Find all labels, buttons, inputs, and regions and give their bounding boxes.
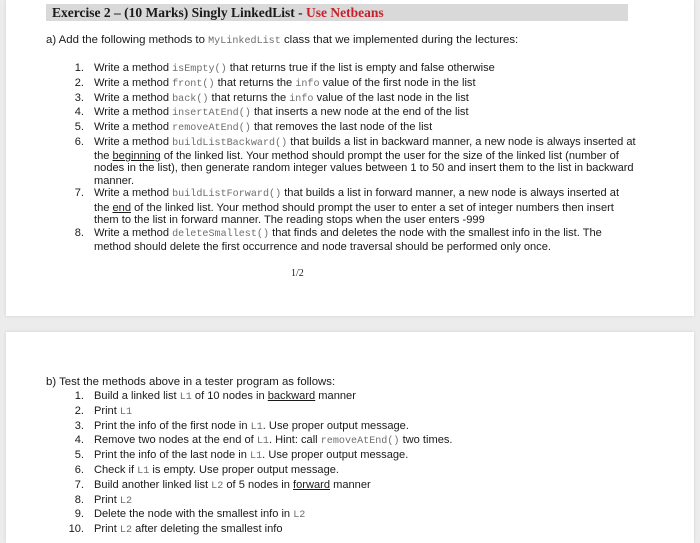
item-text: value of the last node in the list — [313, 91, 469, 104]
method-item — [64, 136, 636, 187]
list-number: 6. — [74, 463, 84, 476]
list-number: 4. — [74, 106, 84, 119]
list-number: 4. — [74, 434, 84, 447]
code-identifier: L1 — [179, 392, 192, 403]
tester-step — [64, 523, 636, 537]
code-identifier: L2 — [211, 480, 224, 492]
list-number: 10. — [68, 523, 84, 536]
list-number: 8. — [74, 226, 84, 239]
tester-step — [64, 508, 636, 522]
code-identifier: L1 — [256, 436, 269, 448]
underlined-term: backward — [267, 390, 316, 402]
item-text: Write a method — [94, 106, 173, 119]
tester-step — [64, 494, 636, 508]
page-number: 1/2 — [291, 268, 304, 279]
item-text: that removes the last node of the list — [250, 121, 433, 134]
code-identifier: deleteSmallest() — [172, 228, 270, 240]
item-text: that returns the — [214, 76, 296, 89]
code-identifier: buildListForward() — [172, 189, 282, 201]
item-text: . Use proper output message. — [262, 449, 409, 462]
item-text: Build a linked list — [94, 390, 180, 402]
code-identifier: L1 — [250, 451, 263, 463]
item-text: of the linked list. Your method should prompt the user to enter a set of integer numbers then insert them to the list in forward manner. The reading stops when the user enters -999 — [94, 201, 614, 226]
item-text: Remove two nodes at the end of — [94, 434, 257, 447]
title-text: Exercise 2 – (10 Marks) Singly LinkedList - — [52, 5, 307, 20]
document-page-1 — [6, 0, 694, 316]
item-text: . Hint: call — [268, 434, 321, 447]
tester-step — [64, 434, 636, 448]
tester-step — [64, 464, 636, 478]
item-text: Print the info of the first node in — [94, 419, 251, 432]
code-identifier: removeAtEnd() — [320, 436, 400, 448]
item-text: manner — [315, 390, 356, 402]
tester-step — [64, 405, 636, 419]
item-text: that finds and deletes the node with the smallest info in the list. The method should delete the first occurrence and node traversal should be performed only once. — [94, 226, 602, 253]
item-text: after deleting the smallest info — [132, 523, 283, 536]
underlined-term: forward — [293, 478, 330, 491]
method-item — [64, 227, 636, 253]
item-text: that builds a list in forward manner, a new node is always inserted at the — [94, 187, 620, 214]
list-number: 7. — [74, 478, 84, 491]
document-page-2 — [6, 332, 694, 543]
item-text: two times. — [399, 434, 453, 447]
intro-code: MyLinkedList — [208, 36, 281, 47]
code-identifier: removeAtEnd() — [172, 123, 251, 135]
tester-step — [64, 420, 636, 434]
code-identifier: info — [289, 93, 314, 105]
code-identifier: front() — [172, 78, 215, 90]
list-number: 3. — [74, 91, 84, 104]
part-b-intro: b) Test the methods above in a tester program as follows: — [46, 376, 336, 388]
item-text: manner — [330, 478, 371, 491]
item-text: Check if — [94, 463, 138, 476]
methods-list — [64, 62, 636, 254]
item-text: that builds a list in backward manner, a new node is always inserted at the — [94, 135, 636, 163]
list-number: 2. — [74, 76, 84, 89]
item-text: value of the first node in the list — [319, 76, 476, 89]
item-text: that returns true if the list is empty and false otherwise — [226, 62, 495, 74]
code-identifier: L1 — [119, 406, 133, 418]
list-number: 8. — [74, 493, 84, 506]
code-identifier: L1 — [250, 421, 263, 433]
tester-steps-list — [64, 390, 636, 538]
code-identifier: back() — [172, 93, 209, 105]
code-identifier: L2 — [293, 510, 306, 522]
item-text: Write a method — [94, 76, 173, 89]
item-text: is empty. Use proper output message. — [149, 463, 339, 476]
list-number: 3. — [74, 419, 84, 432]
intro-text-end: class that we implemented during the lectures: — [280, 34, 519, 46]
code-identifier: info — [295, 78, 320, 90]
item-text: Delete the node with the smallest info in — [94, 508, 294, 521]
item-text: Print — [94, 523, 120, 536]
item-text: of 5 nodes in — [223, 478, 293, 491]
tester-step — [64, 390, 636, 404]
item-text: Print the info of the last node in — [94, 449, 251, 462]
list-number: 7. — [74, 187, 84, 200]
item-text: Write a method — [94, 91, 173, 104]
part-a-intro — [46, 34, 518, 47]
item-text: that inserts a new node at the end of the list — [250, 106, 469, 119]
item-text: Write a method — [94, 62, 173, 74]
code-identifier: L2 — [119, 495, 133, 507]
item-text: Write a method — [94, 226, 173, 239]
code-identifier: isEmpty() — [172, 64, 227, 75]
item-text: . Use proper output message. — [262, 419, 409, 432]
item-text: Print — [94, 493, 120, 506]
item-text: of the linked list. Your method should prompt the user for the size of the linked list (number of nodes in the list), then generate random integer values between 1 to 50 and insert them to the list in backward manner. — [94, 150, 634, 187]
list-number: 6. — [74, 135, 84, 148]
code-identifier: insertAtEnd() — [172, 108, 251, 120]
method-item — [64, 77, 636, 91]
item-text: Write a method — [94, 187, 173, 200]
list-number: 9. — [74, 508, 84, 521]
item-text: of 10 nodes in — [191, 390, 268, 402]
code-identifier: L1 — [137, 465, 150, 477]
method-item — [64, 121, 636, 135]
item-text: that returns the — [208, 91, 290, 104]
item-text: Print — [94, 404, 120, 417]
tester-step — [64, 479, 636, 493]
title-highlight: Use Netbeans — [306, 5, 384, 20]
list-number: 1. — [74, 62, 84, 74]
code-identifier: buildListBackward() — [172, 137, 288, 149]
tester-step — [64, 449, 636, 463]
method-item — [64, 62, 636, 76]
underlined-term: end — [112, 201, 132, 214]
list-number: 2. — [74, 404, 84, 417]
intro-text: a) Add the following methods to — [46, 34, 209, 46]
method-item — [64, 187, 636, 226]
method-item — [64, 92, 636, 106]
code-identifier: L2 — [119, 525, 133, 537]
method-item — [64, 106, 636, 120]
list-number: 5. — [74, 449, 84, 462]
exercise-title — [46, 4, 628, 21]
item-text: Write a method — [94, 135, 173, 148]
list-number: 5. — [74, 121, 84, 134]
underlined-term: beginning — [112, 150, 161, 163]
item-text: Write a method — [94, 121, 173, 134]
list-number: 1. — [74, 390, 84, 402]
item-text: Build another linked list — [94, 478, 212, 491]
